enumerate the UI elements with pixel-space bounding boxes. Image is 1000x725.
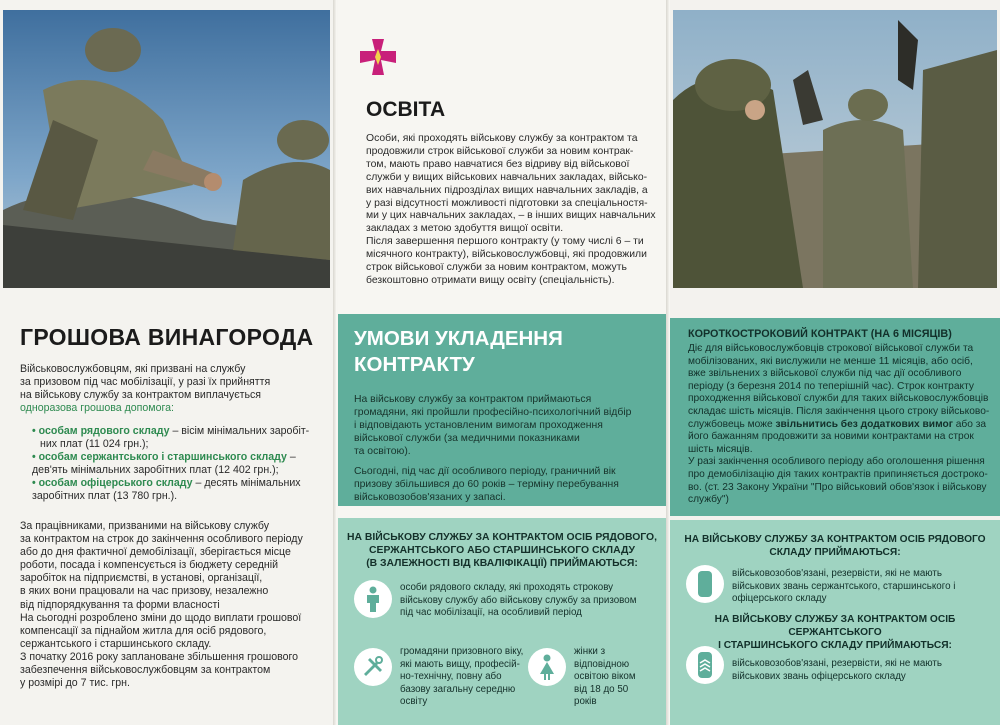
short-line-bold: звільнитись без додаткових вимог [775, 418, 953, 430]
cond-line: військової служби (за медичними показниками [354, 432, 580, 444]
short-contract-text [688, 343, 994, 507]
short-line: Діє для військовослужбовців строкової військової служби та [688, 343, 974, 354]
body-line: забезпечення військовослужбовцям за контрактом [20, 664, 271, 677]
sergeant-shoulder-strap-icon [686, 646, 724, 684]
short-line: складає шість місяців. Після закінчення цього строку військово- [688, 405, 990, 417]
bullet-text: заробітних плат (13 780 грн.). [32, 490, 178, 503]
soldier-figure-icon [354, 580, 392, 618]
cond-line: громадяни, які пройшли професійно-психологічний відбір [354, 406, 632, 418]
item-line: під час мобілізації, на особливий період [400, 607, 582, 618]
right-panel [670, 0, 1000, 725]
money-reward-title: ГРОШОВА ВИНАГОРОДА [20, 324, 314, 350]
body-line: за контрактом на строк до закінчення особливого періоду [20, 533, 303, 546]
short-line: У разі закінчення особливого періоду або оголошення рішення [688, 456, 985, 468]
short-contract-section [670, 318, 1000, 516]
bullet-text: – десять мінімальних [192, 477, 301, 490]
cross-emblem-icon [358, 37, 398, 77]
tools-icon [354, 648, 392, 686]
short-line: шість місяців. [688, 443, 753, 455]
edu-line: продовжили строк військової служби за новим контрак- [366, 145, 634, 157]
soldiers-handshake-photo [3, 10, 330, 288]
item-line: особи рядового складу, які проходять строкову [400, 582, 614, 593]
body-line: від підпорядкування та форми власності [20, 598, 220, 611]
fold-line [333, 0, 337, 725]
short-line [688, 419, 994, 432]
accepted-persons-title [338, 532, 666, 571]
education-title: ОСВІТА [366, 98, 446, 121]
edu-line: том, мають право навчатися без відриву від військової [366, 158, 630, 170]
cond-line: призову збільшився до 60 років – терміну перебування [354, 478, 619, 490]
bullet-label: особам сержантського і старшинського складу [38, 451, 287, 464]
item-line: офіцерського складу [732, 593, 827, 604]
body-line: у розмірі до 7 тис. грн. [20, 677, 130, 690]
private-accepted-title [670, 534, 1000, 560]
bullet-private: • особам рядового складу – вісім мінімальних заробіт- [32, 425, 310, 437]
soldiers-celebrating-photo [673, 10, 997, 288]
body-line: заробіток на підприємстві, в установі, організації, [20, 572, 263, 585]
short-line: вже звільнених з військової служби під час дії особливого [688, 368, 962, 380]
edu-line: у разі відсутності можливості підготовки за спеціальностя- [366, 197, 648, 209]
band-title-line: НА ВІЙСЬКОВУ СЛУЖБУ ЗА КОНТРАКТОМ ОСІБ РЯДОВОГО [684, 534, 986, 545]
right-accepted-section [670, 520, 1000, 725]
cond-line: і відповідають установленим вимогам проходження [354, 419, 603, 431]
conditions-title [354, 326, 563, 378]
short-line: його бажанням продовжити за новими контрактами на строк [688, 431, 974, 443]
band-title-line: (В ЗАЛЕЖНОСТІ ВІД КВАЛІФІКАЦІЇ) ПРИЙМАЮТЬСЯ: [366, 557, 638, 569]
middle-panel [338, 0, 666, 725]
item-line: які мають вищу, професій- [400, 658, 520, 670]
band-title-line: СКЛАДУ ПРИЙМАЮТЬСЯ: [769, 546, 901, 558]
intro-line: Військовослужбовцям, які призвані на службу [20, 363, 246, 375]
edu-line: місячного контракту), військовослужбовці, які продовжили [366, 249, 647, 261]
edu-line: ми у цих навчальних закладах, – в інших вищих навчальних [366, 210, 656, 222]
edu-line: строк військової служби за новим контрактом, можуть [366, 262, 627, 274]
item-line: но-технічну, повну або [400, 671, 502, 682]
item-reservists-text [732, 568, 994, 606]
body-line: За працівниками, призваними на військову службу [20, 520, 270, 532]
bullet-text: них плат (11 024 грн.); [40, 438, 149, 451]
item-line: років [574, 696, 597, 707]
item-women-text [574, 646, 664, 709]
short-line-part: або за [952, 418, 987, 430]
item-line: від 18 до 50 [574, 683, 629, 695]
cond-line: та освітою). [354, 445, 411, 457]
item-line: жінки з [574, 646, 606, 657]
item-line: громадяни призовного віку, [400, 646, 524, 657]
edu-line: служби у вищих військових навчальних закладах, військо- [366, 171, 648, 183]
item-private-text [400, 582, 660, 620]
left-panel [0, 0, 333, 725]
short-line: мобілізованих, які вислужили не менше 11 місяців, або осіб, [688, 355, 973, 367]
short-line: проходження військової служби для таких військовослужбовців [688, 393, 989, 405]
short-line: про демобілізацію дія таких контрактів припиняється достроко- [688, 468, 988, 480]
cond-line: На військову службу за контрактом приймаються [354, 394, 592, 405]
edu-line: Особи, які проходять військову службу за контрактом та [366, 133, 638, 144]
intro-highlight: одноразова грошова допомога: [20, 402, 174, 415]
body-line: З початку 2016 року заплановане збільшення грошового [20, 650, 299, 663]
bullet-label: особам офіцерського складу [38, 477, 193, 490]
woman-figure-icon [528, 648, 566, 686]
item-line: відповідною [574, 658, 630, 670]
body-line: в яких вони працювали на час призову, незалежно [20, 585, 269, 598]
bullet-text: – [286, 451, 296, 464]
item-line: військовозобов'язані, резервісти, які не мають [732, 568, 942, 579]
payment-bullets [32, 425, 327, 504]
item-line: військову службу або військову службу за призовом [400, 594, 637, 606]
cond-line: Сьогодні, під час дії особливого періоду, граничний вік [354, 466, 616, 477]
item-line: військовозобов'язані, резервісти, які не мають [732, 658, 942, 669]
edu-line: закладах з метою здобуття вищої освіти. [366, 223, 564, 235]
conditions-text [354, 394, 654, 459]
item-citizens-text [400, 646, 530, 709]
bullet-sergeant: • особам сержантського і старшинського складу – [32, 451, 296, 464]
short-line: во. (ст. 23 Закону України "Про військовий обов'язок і військову [688, 481, 987, 493]
short-line: періоду (з березня 2014 по теперішній час). Строк контракту [688, 380, 974, 392]
intro-line: за призовом під час мобілізації, у разі їх прийняття [20, 376, 271, 389]
money-body-text [20, 520, 325, 690]
edu-line: безкоштовно отримати вищу освіту (спеціальність). [366, 274, 615, 286]
item-line: військових звань сержантського, старшинського і [732, 580, 956, 592]
short-contract-title: КОРОТКОСТРОКОВИЙ КОНТРАКТ (НА 6 МІСЯЦІВ) [688, 328, 952, 340]
short-line: службу") [688, 494, 729, 506]
body-line: роботи, посада і компенсується із бюджету середній [20, 559, 279, 572]
item-line: освітою віком [574, 671, 636, 682]
item-line: військових звань офіцерського складу [732, 670, 906, 682]
item-line: освіту [400, 696, 428, 707]
intro-line: на військову службу за контрактом виплачується [20, 389, 262, 402]
body-line: компенсації за піднайом житла для осіб рядового, [20, 624, 267, 637]
body-line: На сьогодні розроблено зміни до щодо виплати грошової [20, 611, 302, 624]
band-title-line: І СТАРШИНСЬКОГО СКЛАДУ ПРИЙМАЮТЬСЯ: [718, 639, 952, 651]
band-title-line: СЕРЖАНТСЬКОГО АБО СТАРШИНСЬКОГО СКЛАДУ [369, 544, 635, 556]
body-line: або до дня фактичної демобілізації, зберігається місце [20, 546, 291, 559]
bullet-text: – вісім мінімальних заробіт- [169, 425, 310, 437]
accepted-persons-section [338, 518, 666, 725]
item-reservists-officer-text [732, 658, 994, 683]
item-line: базову загальну середню [400, 683, 516, 695]
band-title-line: НА ВІЙСЬКОВУ СЛУЖБУ ЗА КОНТРАКТОМ ОСІБ РЯДОВОГО, [346, 532, 658, 543]
body-line: сержантського і старшинського складу. [20, 637, 212, 650]
bullet-officer: • особам офіцерського складу – десять мінімальних [32, 477, 301, 490]
band-title-line: НА ВІЙСЬКОВУ СЛУЖБУ ЗА КОНТРАКТОМ ОСІБ СЕРЖАНТСЬКОГО [714, 614, 956, 638]
cond-line: військовозобов'язаних у запасі. [354, 491, 506, 503]
edu-line: Після завершення першого контракту (у тому числі 6 – ти [366, 236, 644, 248]
edu-line: вих навчальних підрозділах вищих навчальних закладів, а [366, 184, 648, 196]
conditions-title-line: УМОВИ УКЛАДЕННЯ [354, 327, 563, 350]
conditions-section [338, 314, 666, 506]
sergeant-accepted-title [670, 614, 1000, 652]
conditions-title-line: КОНТРАКТУ [354, 353, 475, 376]
blank-shoulder-strap-icon [686, 565, 724, 603]
conditions-age-text [354, 466, 654, 505]
education-text [366, 133, 662, 288]
bullet-text: дев'ять мінімальних заробітних плат (12 402 грн.); [32, 464, 279, 477]
short-line-part: службовець може [688, 418, 776, 430]
bullet-label: особам рядового складу [38, 425, 170, 437]
money-intro [20, 363, 320, 415]
